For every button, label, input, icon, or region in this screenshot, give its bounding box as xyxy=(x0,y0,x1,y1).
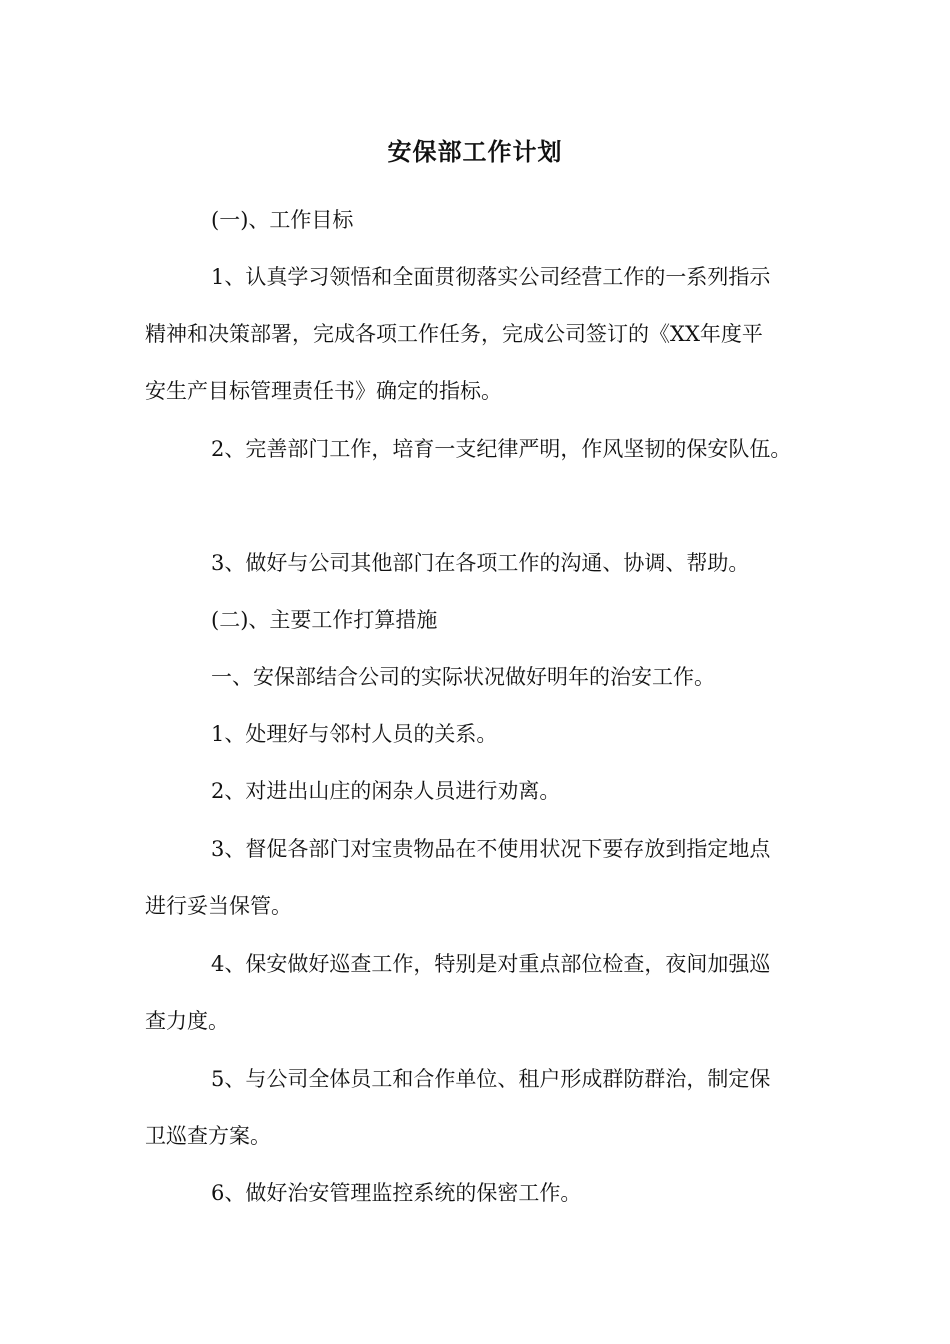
paragraph-line: 1、处理好与邻村人员的关系。 xyxy=(211,722,498,746)
paragraph-line: 4、保安做好巡查工作，特别是对重点部位检查，夜间加强巡 xyxy=(211,952,771,976)
paragraph-line: 进行妥当保管。 xyxy=(145,894,292,918)
paragraph-goal-2 xyxy=(145,421,825,478)
paragraph-goal-1 xyxy=(145,249,825,420)
paragraph-work-goals-heading xyxy=(145,192,825,249)
document-title: 安保部工作计划 xyxy=(387,137,563,166)
paragraph-measure-section-1 xyxy=(145,649,825,706)
paragraph-line: 2、完善部门工作，培育一支纪律严明，作风坚韧的保安队伍。 xyxy=(211,437,792,461)
paragraph-measure-3 xyxy=(145,821,825,935)
paragraph-line: 2、对进出山庄的闲杂人员进行劝离。 xyxy=(211,779,561,803)
paragraph-line: 卫巡查方案。 xyxy=(145,1124,271,1148)
paragraph-measure-6 xyxy=(145,1165,825,1222)
paragraph-line: 一、安保部结合公司的实际状况做好明年的治安工作。 xyxy=(211,665,715,689)
paragraph-line: 3、做好与公司其他部门在各项工作的沟通、协调、帮助。 xyxy=(211,551,750,575)
paragraph-line: 5、与公司全体员工和合作单位、租户形成群防群治，制定保 xyxy=(211,1067,771,1091)
paragraph-line: 查力度。 xyxy=(145,1009,229,1033)
paragraph-measure-2 xyxy=(145,763,825,820)
paragraph-line: 精神和决策部署，完成各项工作任务，完成公司签订的《XX年度平 xyxy=(145,322,763,346)
paragraph-line: (二)、主要工作打算措施 xyxy=(211,608,438,632)
paragraph-line: 3、督促各部门对宝贵物品在不使用状况下要存放到指定地点 xyxy=(211,837,771,861)
paragraph-line: 安生产目标管理责任书》确定的指标。 xyxy=(145,379,502,403)
paragraph-line: (一)、工作目标 xyxy=(211,208,354,232)
paragraph-measure-1 xyxy=(145,706,825,763)
paragraph-measure-5 xyxy=(145,1051,825,1165)
paragraph-line: 6、做好治安管理监控系统的保密工作。 xyxy=(211,1181,582,1205)
paragraph-goal-3 xyxy=(145,535,825,592)
paragraph-line: 1、认真学习领悟和全面贯彻落实公司经营工作的一系列指示 xyxy=(211,265,771,289)
paragraph-main-measures-heading xyxy=(145,592,825,649)
paragraph-measure-4 xyxy=(145,936,825,1050)
